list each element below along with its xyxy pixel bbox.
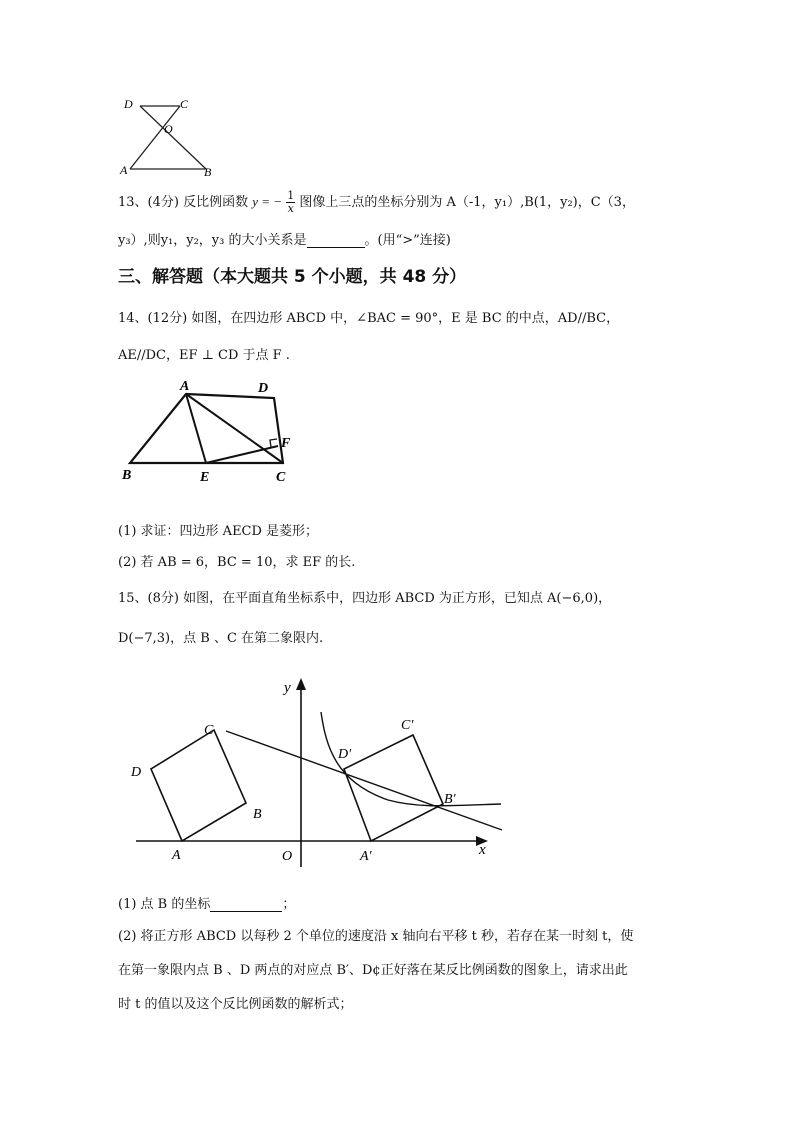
q15-part-2-line-3: 时 t 的值以及这个反比例函数的解析式； — [118, 997, 353, 1012]
label-b-prime: B′ — [444, 792, 456, 807]
q13-answer-blank[interactable] — [307, 247, 365, 248]
q13-line2-post: 。(用“>”连接) — [364, 233, 451, 248]
label-c: C — [180, 97, 189, 111]
label-x: x — [479, 842, 486, 858]
label-d: D — [124, 97, 133, 111]
label-f: F — [281, 436, 291, 451]
label-d-prime: D′ — [338, 747, 352, 762]
label-c: C — [276, 470, 286, 485]
q13-frac-num: 1 — [287, 189, 295, 202]
q13-line2-pre: y₃）,则y₁，y₂，y₃ 的大小关系是 — [118, 233, 307, 248]
q13-fraction — [286, 190, 295, 215]
label-y: y — [284, 680, 291, 696]
label-b: B — [204, 165, 212, 178]
label-c: C — [204, 723, 214, 738]
label-a: A — [120, 163, 128, 177]
figure-q15 — [126, 672, 506, 872]
q15-part-2-line-2: 在第一象限内点 B 、D 两点的对应点 B′、D¢正好落在某反比例函数的图象上，请求出此 — [118, 963, 628, 978]
label-a: A — [180, 379, 190, 394]
q15-part1-post: ； — [282, 897, 296, 912]
q15-line-1: 15、(8分) 如图，在平面直角坐标系中，四边形 ABCD 为正方形，已知点 A(−6,0)， — [118, 591, 612, 606]
label-b: B — [253, 807, 262, 822]
label-o: O — [164, 122, 173, 136]
label-a-prime: A′ — [360, 849, 372, 864]
label-e: E — [200, 470, 210, 485]
q13-frac-den: x — [287, 202, 294, 215]
q15-part1-pre: (1) 点 B 的坐标 — [118, 897, 211, 912]
q15-answer-blank[interactable] — [210, 911, 282, 912]
q13-text-pre: 13、(4分) 反比例函数 — [118, 195, 249, 210]
q14-part-2: (2) 若 AB = 6，BC = 10，求 EF 的长. — [118, 555, 356, 570]
q13-line-1 — [118, 190, 635, 215]
q14-line-1: 14、(12分) 如图，在四边形 ABCD 中，∠BAC = 90°，E 是 BC 的中点，AD//BC， — [118, 311, 620, 326]
q14-part-1: (1) 求证：四边形 AECD 是菱形； — [118, 524, 319, 539]
q14-line-2: AE//DC，EF ⊥ CD 于点 F . — [118, 348, 290, 363]
section-title: 三、解答题（本大题共 5 个小题，共 48 分） — [118, 267, 467, 287]
label-a: A — [172, 848, 181, 863]
label-o: O — [282, 849, 293, 864]
q15-part-1 — [118, 893, 295, 912]
q13-line-2 — [118, 229, 451, 248]
q13-formula-lhs: y = − — [252, 194, 283, 209]
q15-part-2-line-1: (2) 将正方形 ABCD 以每秒 2 个单位的速度沿 x 轴向右平移 t 秒，若存在某一时刻 t，使 — [118, 929, 634, 944]
figure-q14 — [118, 375, 308, 487]
label-c-prime: C′ — [401, 718, 414, 733]
label-d: D — [258, 381, 269, 396]
q15-line-2: D(−7,3)，点 B 、C 在第二象限内. — [118, 631, 324, 646]
label-d: D — [131, 765, 142, 780]
label-b: B — [122, 468, 132, 483]
q13-text-post: 图像上三点的坐标分别为 A（-1，y₁）,B(1，y₂)，C（3， — [299, 195, 635, 210]
figure-q12 — [110, 92, 220, 178]
